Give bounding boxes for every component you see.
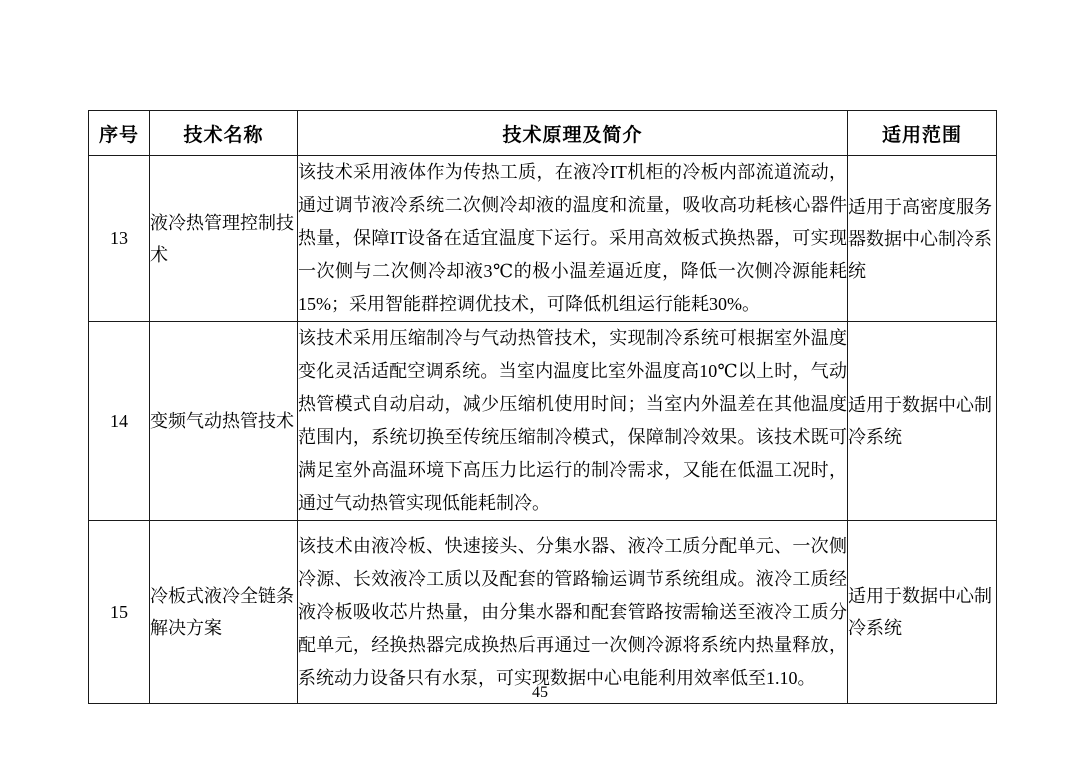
cell-technology-description: 该技术采用液体作为传热工质，在液冷IT机柜的冷板内部流道流动，通过调节液冷系统二次侧冷却液的温度和流量，吸收高功耗核心器件热量，保障IT设备在适宜温度下运行。采用高效板式换热器，可实现一次侧与二次侧冷却液3℃的极小温差逼近度，降低一次侧冷源能耗15%；采用智能群控调优技术，可降低机组运行能耗30%。 [298, 156, 848, 322]
cell-application-scope: 适用于数据中心制冷系统 [848, 322, 997, 521]
table-header [89, 111, 997, 156]
cell-application-scope: 适用于高密度服务器数据中心制冷系统 [848, 156, 997, 322]
cell-technology-name: 液冷热管理控制技术 [150, 156, 298, 322]
cell-technology-name: 变频气动热管技术 [150, 322, 298, 521]
table-row [89, 156, 997, 322]
cell-technology-description: 该技术由液冷板、快速接头、分集水器、液冷工质分配单元、一次侧冷源、长效液冷工质以及配套的管路输运调节系统组成。液冷工质经液冷板吸收芯片热量，由分集水器和配套管路按需输送至液冷工质分配单元，经换热器完成换热后再通过一次侧冷源将系统内热量释放，系统动力设备只有水泵，可实现数据中心电能利用效率低至1.10。 [298, 521, 848, 704]
page-number: 45 [532, 684, 548, 701]
technology-table [88, 110, 997, 704]
cell-row-number: 15 [89, 521, 150, 704]
column-header-no: 序号 [89, 111, 150, 156]
column-header-description: 技术原理及简介 [298, 111, 848, 156]
table-body [89, 156, 997, 704]
table-row [89, 322, 997, 521]
cell-application-scope: 适用于数据中心制冷系统 [848, 521, 997, 704]
table-header-row [89, 111, 997, 156]
cell-technology-name: 冷板式液冷全链条解决方案 [150, 521, 298, 704]
column-header-scope: 适用范围 [848, 111, 997, 156]
column-header-name: 技术名称 [150, 111, 298, 156]
cell-row-number: 13 [89, 156, 150, 322]
table-row [89, 521, 997, 704]
cell-technology-description: 该技术采用压缩制冷与气动热管技术，实现制冷系统可根据室外温度变化灵活适配空调系统。当室内温度比室外温度高10℃以上时，气动热管模式自动启动，减少压缩机使用时间；当室内外温差在其他温度范围内，系统切换至传统压缩制冷模式，保障制冷效果。该技术既可满足室外高温环境下高压力比运行的制冷需求，又能在低温工况时，通过气动热管实现低能耗制冷。 [298, 322, 848, 521]
cell-row-number: 14 [89, 322, 150, 521]
